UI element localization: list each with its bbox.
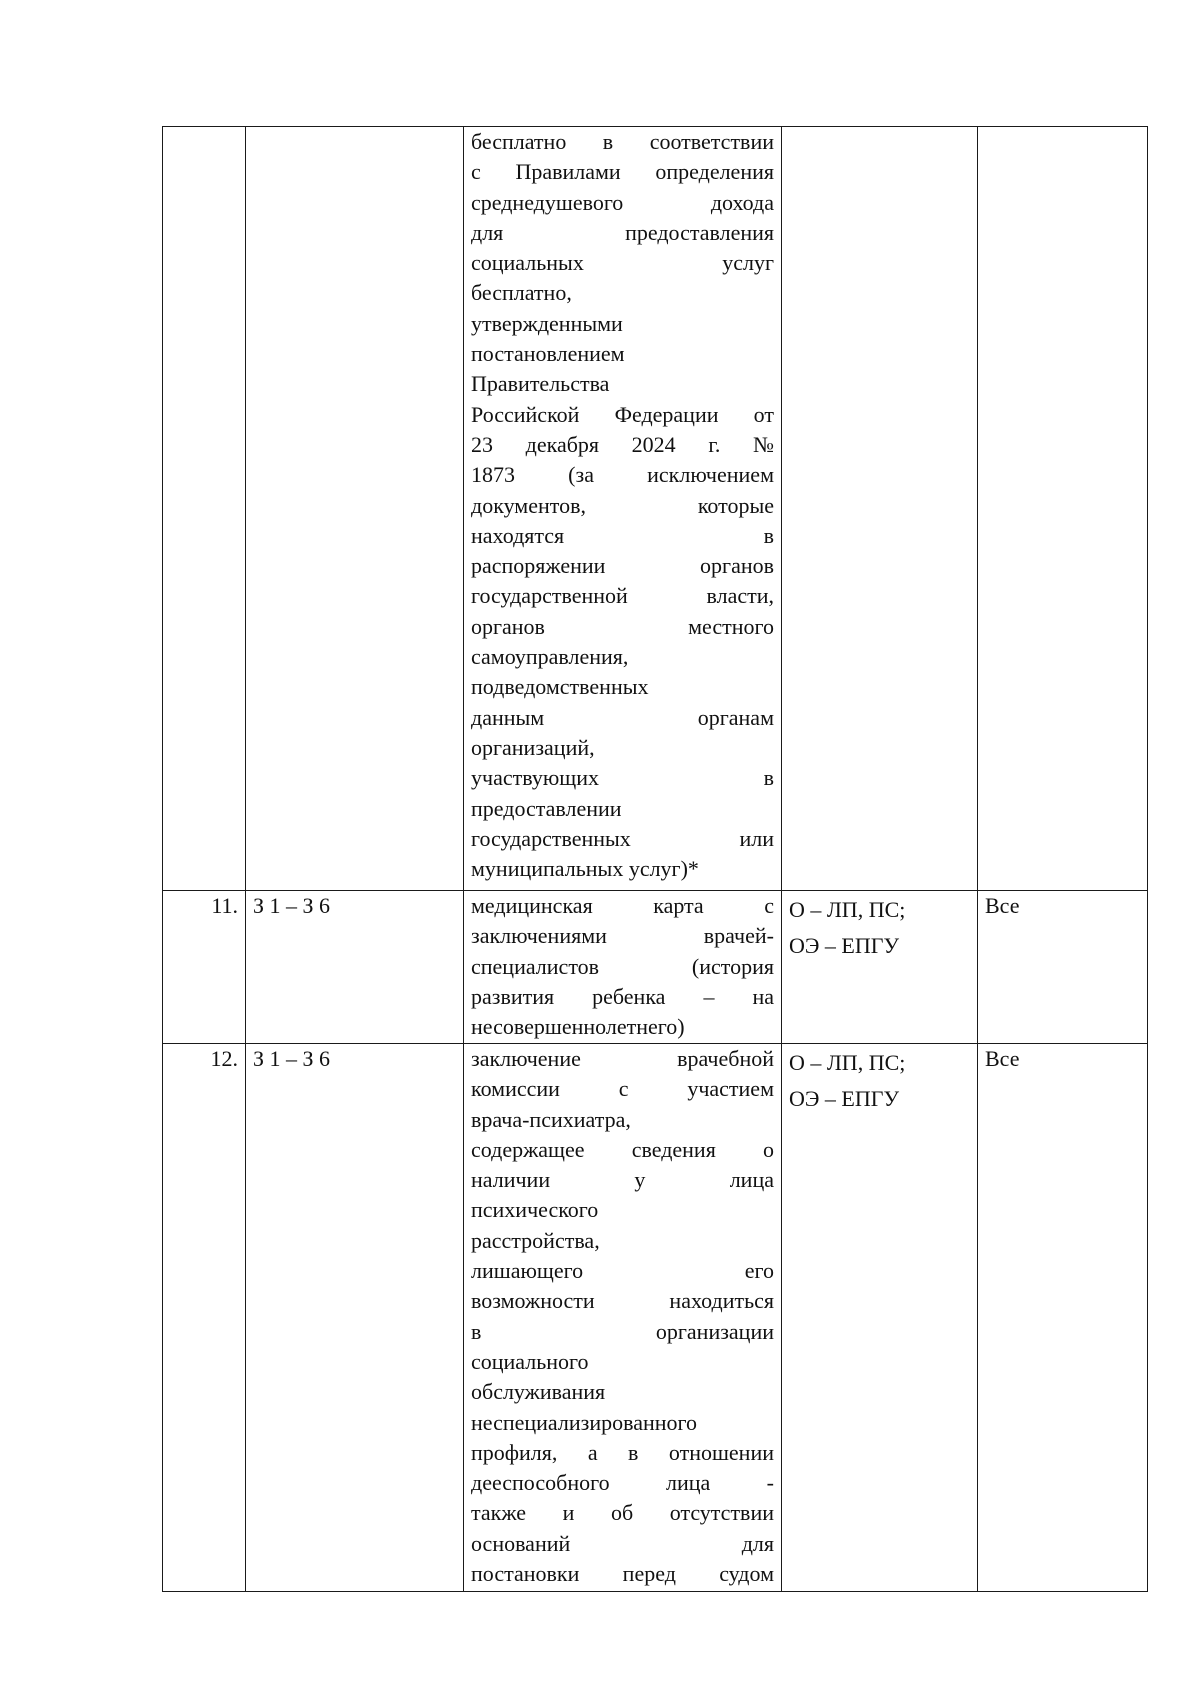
text-line: медицинская карта с (471, 893, 774, 918)
text-line: утвержденными (471, 310, 623, 336)
row-number-cell: 12. (163, 1044, 246, 1592)
applicant-code-cell: З 1 – З 6 (246, 1044, 464, 1592)
row-number-cell (163, 127, 246, 891)
text-line: участвующих в (471, 765, 774, 791)
table-row (163, 891, 1148, 1044)
text-line: развития ребенка – на (471, 983, 774, 1009)
text-line: бесплатно в соответствии (471, 129, 774, 154)
text-line: находятся в (471, 522, 774, 548)
text-line: среднедушевого дохода (471, 189, 774, 215)
text-line: распоряжении органов (471, 553, 774, 579)
applicant-category-cell: Все (978, 1044, 1148, 1592)
submission-form-cell (782, 127, 978, 891)
text-line: предоставлении (471, 795, 622, 821)
text-line: 1873 (за исключением (471, 462, 774, 488)
text-line: постановки перед судом (471, 1561, 774, 1587)
text-line: самоуправления, (471, 644, 629, 670)
documents-table (162, 126, 1148, 1592)
text-line: государственной власти, (471, 583, 774, 609)
text-line: несовершеннолетнего) (471, 1014, 685, 1040)
form-line: ОЭ – ЕПГУ (789, 1086, 900, 1111)
text-line: 23 декабря 2024 г. № (471, 431, 774, 457)
table-row (163, 127, 1148, 891)
text-line: также и об отсутствии (471, 1500, 774, 1526)
text-line: социальных услуг (471, 250, 774, 276)
text-line: государственных или (471, 825, 774, 851)
submission-form-cell (782, 1044, 978, 1592)
text-line: дееспособного лица - (471, 1470, 774, 1496)
text-line: Правительства (471, 371, 610, 397)
form-line: ОЭ – ЕПГУ (789, 933, 900, 958)
text-line: обслуживания (471, 1379, 606, 1405)
text-line: документов, которые (471, 492, 774, 518)
documents-table-body (163, 127, 1148, 1592)
text-line: оснований для (471, 1530, 774, 1556)
text-line: наличии у лица (471, 1167, 774, 1193)
text-line: комиссии с участием (471, 1076, 774, 1102)
text-line: заключениями врачей- (471, 923, 774, 949)
text-line: возможности находиться (471, 1288, 774, 1314)
document-name-cell (464, 891, 782, 1044)
text-line: психического (471, 1197, 599, 1223)
text-line: бесплатно, (471, 280, 572, 306)
applicant-category-cell (978, 127, 1148, 891)
text-line: заключение врачебной (471, 1046, 774, 1071)
text-line: расстройства, (471, 1227, 600, 1253)
text-line: данным органам (471, 704, 774, 730)
applicant-code-cell (246, 127, 464, 891)
document-name-cell (464, 1044, 782, 1592)
text-line: неспециализированного (471, 1409, 697, 1435)
applicant-code-cell: З 1 – З 6 (246, 891, 464, 1044)
applicant-category-cell: Все (978, 891, 1148, 1044)
text-line: лишающего его (471, 1258, 774, 1284)
document-name-cell (464, 127, 782, 891)
text-line: социального (471, 1348, 589, 1374)
row-number-cell: 11. (163, 891, 246, 1044)
text-line: подведомственных (471, 674, 649, 700)
text-line: муниципальных услуг)* (471, 856, 699, 882)
form-line: О – ЛП, ПС; (789, 1050, 906, 1075)
text-line: для предоставления (471, 219, 774, 245)
text-line: в организации (471, 1318, 774, 1344)
text-line: с Правилами определения (471, 159, 774, 185)
text-line: органов местного (471, 613, 774, 639)
text-line: Российской Федерации от (471, 401, 774, 427)
text-line: организаций, (471, 734, 595, 760)
text-line: специалистов (история (471, 953, 774, 979)
submission-form-cell (782, 891, 978, 1044)
text-line: постановлением (471, 341, 625, 367)
table-row (163, 1044, 1148, 1592)
text-line: врача-психиатра, (471, 1106, 631, 1132)
text-line: содержащее сведения о (471, 1136, 774, 1162)
form-line: О – ЛП, ПС; (789, 897, 906, 922)
text-line: профиля, а в отношении (471, 1439, 774, 1465)
